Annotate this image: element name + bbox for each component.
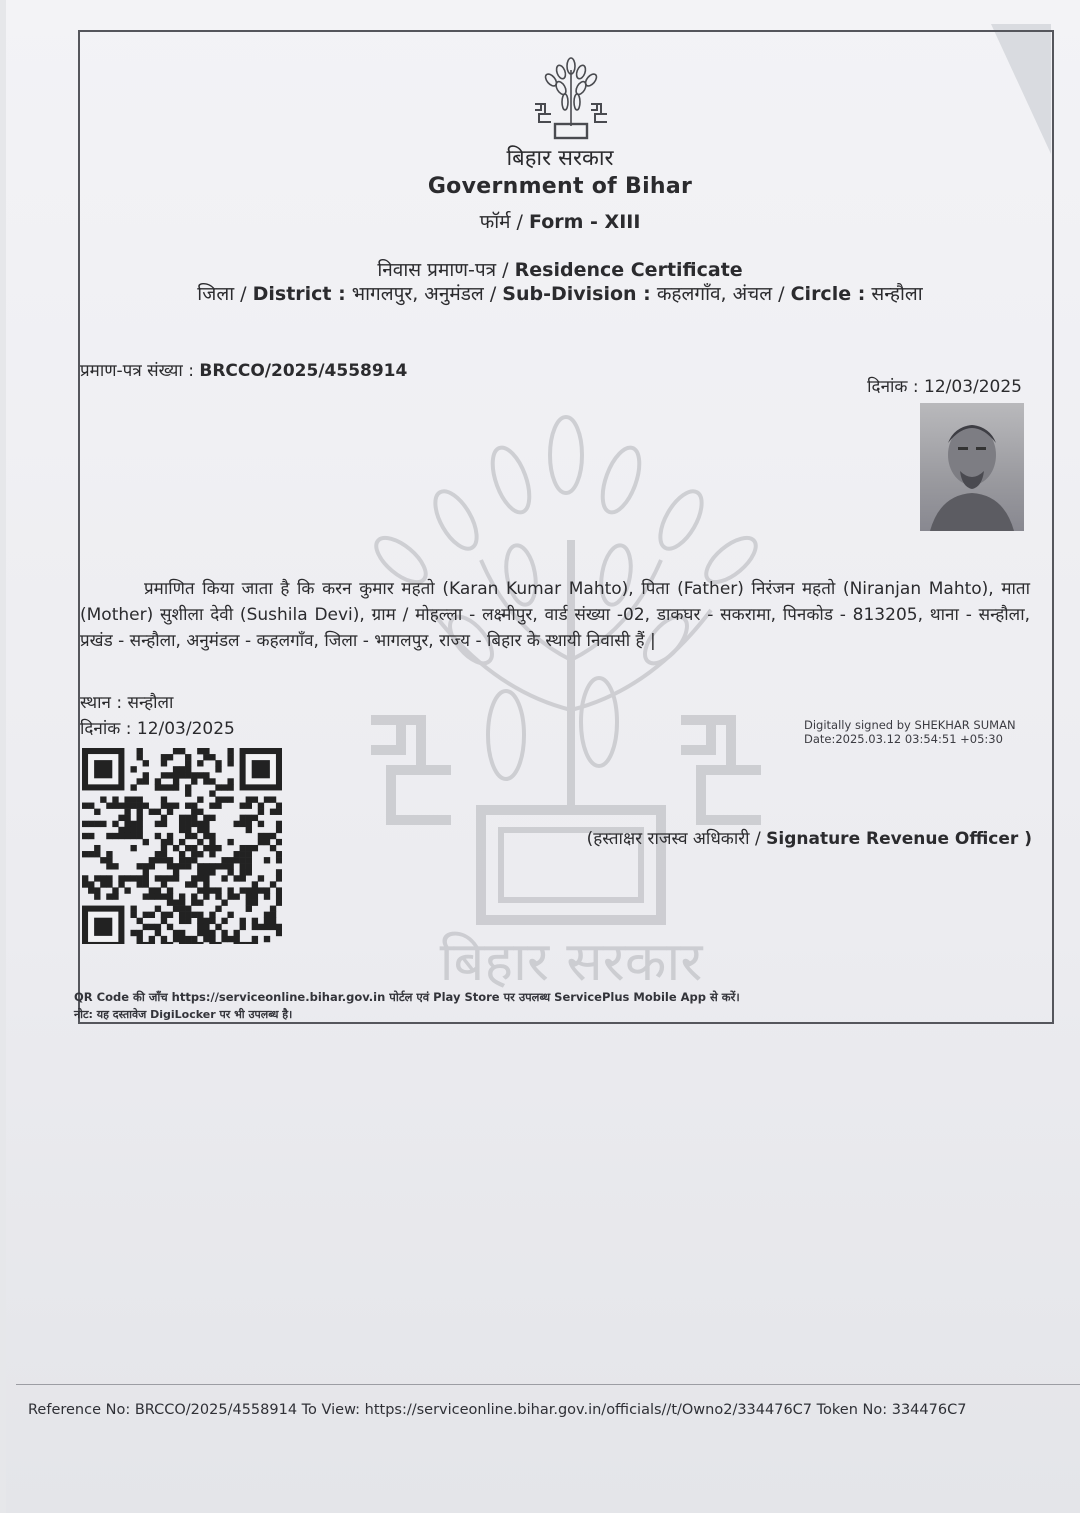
form-label-english: Form - XIII — [529, 211, 641, 233]
place-value: सन्हौला — [127, 693, 174, 713]
digital-signature-date: Date:2025.03.12 03:54:51 +05:30 — [804, 732, 1003, 746]
signature-label-english: Signature Revenue Officer ) — [766, 829, 1032, 849]
reference-line: Reference No: BRCCO/2025/4558914 To View: https://serviceonline.bihar.gov.in/officials//t/Owno2/334476C7 Token No: 334476C7 — [28, 1402, 967, 1418]
subdivision-label-english: Sub-Division : — [502, 283, 651, 305]
jurisdiction-line: जिला / District : भागलपुर, अनुमंडल / Sub-Division : कहलगाँव, अंचल / Circle : सन्हौला — [197, 283, 923, 305]
district-label-hindi: जिला — [197, 283, 235, 305]
form-number: फॉर्म / Form - XIII — [479, 211, 641, 233]
subdivision-label-hindi: अनुमंडल — [424, 283, 484, 305]
issue-date-row — [867, 374, 1022, 397]
district-label-english: District : — [252, 283, 346, 305]
certificate-number-row — [80, 358, 407, 381]
place-label: स्थान : — [80, 693, 123, 713]
digital-signature-name: Digitally signed by SHEKHAR SUMAN — [804, 718, 1016, 732]
hindi-govt-title: बिहार सरकार — [506, 146, 614, 171]
english-govt-title: Government of Bihar — [427, 174, 693, 199]
certificate-title-hindi: निवास प्रमाण-पत्र — [377, 259, 497, 281]
signature-label-hindi: (हस्ताक्षर राजस्व अधिकारी — [586, 829, 750, 849]
qr-verification-note: QR Code की जाँच https://serviceonline.bihar.gov.in पोर्टल एवं Play Store पर उपलब्ध ServicePlus Mobile App से करें। — [74, 990, 740, 1004]
circle-label-english: Circle : — [790, 283, 866, 305]
circle-label-hindi: अंचल — [732, 283, 773, 305]
district-value: भागलपुर, — [351, 283, 419, 305]
issue-date-label: दिनांक : — [867, 377, 919, 397]
certificate-title: निवास प्रमाण-पत्र / Residence Certificate — [377, 259, 743, 281]
signing-date-label: दिनांक : — [80, 719, 132, 739]
digital-signature — [804, 718, 1016, 746]
certificate-body: प्रमाणित किया जाता है कि करन कुमार महतो (Karan Kumar Mahto), पिता (Father) निरंजन महतो (Niranjan Mahto), माता (Mother) सुशीला देवी (Sushila Devi), ग्राम / मोहल्ला - लक्ष्मीपुर, वार्ड संख्या -02, डाकघर - सकरामा, पिनकोड - 813205, थाना - सन्हौला, प्रखंड - सन्हौला, अनुमंडल - कहलगाँव, जिला - भागलपुर, राज्य - बिहार के स्थायी निवासी हैं | — [80, 579, 1030, 651]
applicant-photo — [920, 403, 1024, 531]
place-row — [80, 690, 173, 713]
watermark-text: बिहार सरकार — [439, 930, 703, 990]
person-silhouette-icon — [920, 403, 1024, 531]
subdivision-value: कहलगाँव, — [656, 283, 727, 305]
bihar-emblem-logo — [531, 56, 611, 140]
signing-date-row — [80, 716, 235, 739]
digilocker-note: नोट: यह दस्तावेज DigiLocker पर भी उपलब्ध है। — [74, 1008, 293, 1021]
signing-date: 12/03/2025 — [136, 719, 235, 739]
bihar-emblem-watermark — [361, 410, 781, 990]
certificate-number: BRCCO/2025/4558914 — [199, 361, 408, 381]
issue-date: 12/03/2025 — [924, 377, 1022, 397]
signature-label: (हस्ताक्षर राजस्व अधिकारी / Signature Revenue Officer ) — [586, 829, 1032, 849]
certificate-number-label: प्रमाण-पत्र संख्या : — [80, 361, 194, 381]
form-label-hindi: फॉर्म — [479, 211, 511, 233]
circle-value: सन्हौला — [871, 283, 923, 305]
qr-code-icon[interactable] — [82, 748, 282, 944]
footer-divider — [16, 1384, 1080, 1385]
certificate-title-english: Residence Certificate — [514, 259, 743, 281]
